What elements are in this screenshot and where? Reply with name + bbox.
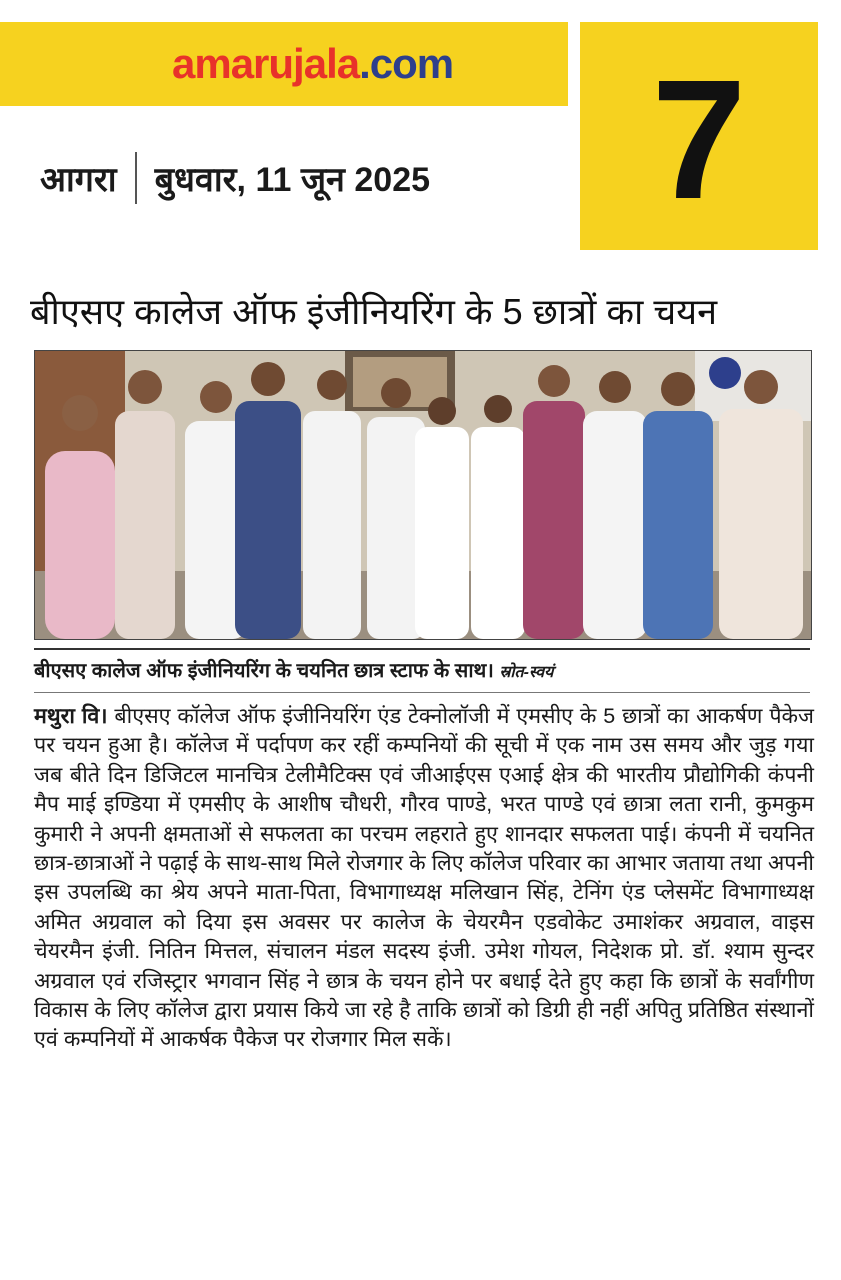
photo-credit: स्रोत-स्वयं [499, 664, 554, 681]
page-number: 7 [651, 45, 747, 235]
photo-caption [34, 652, 810, 690]
article-text: बीएसए कॉलेज ऑफ इंजीनियरिंग एंड टेक्नोलॉजी में एमसीए के 5 छात्रों का आकर्षण पैकेज पर चयन हुआ है। कॉलेज में पर्दापण कर रहीं कम्पनियों की सूची में एक नाम उस समय और जुड़ गया जब बीते दिन डिजिटल मानचित्र टेलीमैटिक्स एवं जीआईएस एआई क्षेत्र की भारतीय प्रौद्योगिकी कंपनी मैप माई इण्डिया में एमसीए के आशीष चौधरी, गौरव पाण्डे, भरत पाण्डे एवं छात्रा लता रानी, कुमकुम कुमारी ने अपनी क्षमताओं से सफलता का परचम लहराते हुए शानदार सफलता पाई। कंपनी में चयनित छात्र-छात्राओं ने पढ़ाई के साथ-साथ मिले रोजगार के लिए कॉलेज परिवार का आभार जताया तथा अपनी इस उपलब्धि का श्रेय अपने माता-पिता, विभागाध्यक्ष मलिखान सिंह, टेनिंग एंड प्लेसमेंट विभागाध्यक्ष अमित अग्रवाल को दिया इस अवसर पर कालेज के चेयरमैन एडवोकेट उमाशंकर अग्रवाल, वाइस चेयरमैन इंजी. नितिन मित्तल, संचालन मंडल सदस्य इंजी. उमेश गोयल, निदेशक प्रो. डॉ. श्याम सुन्दर अग्रवाल एवं रजिस्ट्रार भगवान सिंह ने छात्र के चयन होने पर बधाई देते हुए कहा कि छात्रों के सर्वांगीण विकास के लिए कॉलेज द्वारा प्रयास किये जा रहे है ताकि छात्रों को डिग्री ही नहीं अपितु प्रतिष्ठित संस्थानों एवं कम्पनियों में आकर्षक पैकेज पर रोजगार मिल सकें। [34, 704, 814, 1052]
article-headline: बीएसए कालेज ऑफ इंजीनियरिंग के 5 छात्रों का चयन [30, 291, 718, 332]
amarujala-logo[interactable] [172, 36, 512, 92]
city-name: आगरा [40, 161, 117, 199]
issue-date: बुधवार, 11 जून 2025 [154, 161, 431, 199]
caption-bottom-rule [34, 692, 810, 693]
logo-domain: .com [359, 40, 454, 87]
dateline [40, 150, 430, 206]
article-dateline: मथुरा वि। [34, 704, 108, 728]
group-photo [34, 350, 812, 640]
dateline-divider [135, 152, 137, 204]
group-photo-illustration [35, 351, 811, 639]
article-body [34, 702, 814, 1262]
caption-top-rule [34, 648, 810, 650]
logo-main: amarujala [172, 40, 360, 87]
photo-caption-text: बीएसए कालेज ऑफ इंजीनियरिंग के चयनित छात्र स्टाफ के साथ। [34, 660, 494, 682]
